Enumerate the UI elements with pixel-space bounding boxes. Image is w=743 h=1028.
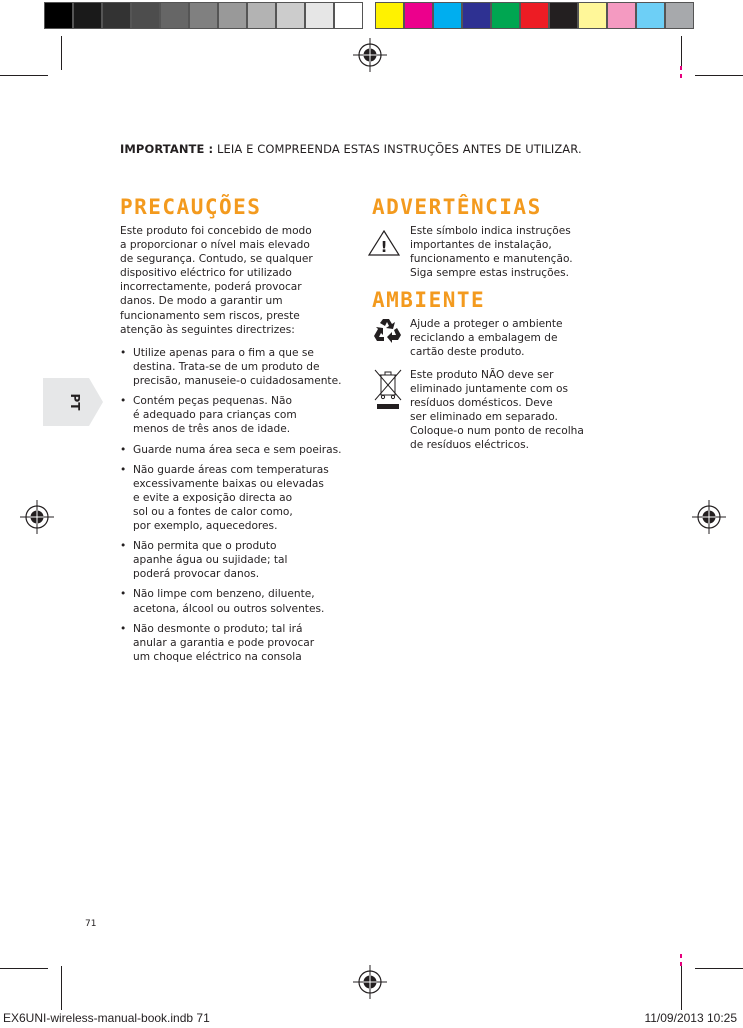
recycle-icon	[372, 316, 404, 346]
list-item-line: Não desmonte o produto; tal irá	[133, 622, 303, 635]
advertencias-heading: ADVERTÊNCIAS	[372, 195, 542, 219]
important-label: IMPORTANTE :	[120, 142, 214, 156]
list-item-line: Não limpe com benzeno, diluente,	[133, 588, 315, 601]
text-line: ser eliminado em separado.	[410, 411, 558, 424]
color-swatch	[665, 2, 694, 29]
list-item	[120, 394, 342, 436]
color-swatch	[520, 2, 549, 29]
color-swatch	[73, 2, 102, 29]
list-item-line: Guarde numa área seca e sem poeiras.	[133, 443, 342, 456]
registration-mark-bottom-icon	[353, 965, 387, 999]
color-swatch	[491, 2, 520, 29]
list-item-line: Utilize apenas para o fim a que se	[133, 347, 314, 359]
text-line: danos. De modo a garantir um	[120, 295, 283, 308]
ambiente-heading: AMBIENTE	[372, 288, 486, 312]
text-line: eliminado juntamente com os	[410, 383, 569, 396]
list-item	[120, 463, 342, 533]
text-line: funcionamento sem riscos, preste	[120, 309, 300, 322]
page-number: 71	[85, 919, 97, 929]
color-swatch	[433, 2, 462, 29]
text-line: Coloque-o num ponto de recolha	[410, 425, 584, 438]
text-line: de segurança. Contudo, se qualquer	[120, 253, 313, 266]
color-swatch	[462, 2, 491, 29]
color-swatch	[189, 2, 218, 29]
bullet: •	[120, 540, 127, 553]
color-swatch	[404, 2, 433, 29]
warning-triangle-icon	[367, 229, 401, 257]
footer-datetime: 11/09/2013 10:25	[644, 1011, 737, 1025]
list-item-line: sol ou a fontes de calor como,	[133, 505, 293, 518]
bullet: •	[120, 395, 127, 408]
text-line: Este produto NÃO deve ser	[410, 369, 554, 381]
list-item-line: Contém peças pequenas. Não	[133, 395, 292, 408]
list-item-line: excessivamente baixas ou elevadas	[133, 477, 324, 490]
registration-mark-right-icon	[692, 500, 726, 534]
color-swatch	[578, 2, 607, 29]
important-notice	[120, 142, 582, 156]
color-swatch	[247, 2, 276, 29]
precaucoes-heading: PRECAUÇÕES	[120, 195, 262, 219]
registration-mark-left-icon	[20, 500, 54, 534]
text-line: Este produto foi concebido de modo	[120, 225, 312, 237]
list-item	[120, 443, 342, 457]
text-line: Siga sempre estas instruções.	[410, 267, 570, 280]
text-line: cartão deste produto.	[410, 346, 525, 359]
text-line: resíduos domésticos. Deve	[410, 397, 553, 410]
list-item	[120, 346, 342, 388]
precaucoes-list	[120, 346, 342, 670]
svg-text:!: !	[380, 238, 388, 256]
text-line: reciclando a embalagem de	[410, 332, 558, 345]
list-item	[120, 587, 342, 615]
bullet: •	[120, 347, 127, 359]
bullet: •	[120, 443, 127, 456]
list-item-line: apanhe água ou sujidade; tal	[133, 554, 288, 567]
language-tab-label: PT	[68, 393, 82, 411]
list-item-line: anular a garantia e pode provocar	[133, 636, 315, 649]
list-item-line: Não guarde áreas com temperaturas	[133, 463, 329, 476]
list-item-line: precisão, manuseie-o cuidadosamente.	[133, 375, 342, 388]
list-item	[120, 622, 342, 664]
color-swatch	[607, 2, 636, 29]
bullet: •	[120, 588, 127, 601]
list-item-line: por exemplo, aquecedores.	[133, 520, 278, 533]
text-line: dispositivo eléctrico for utilizado	[120, 267, 292, 280]
important-text: LEIA E COMPREENDA ESTAS INSTRUÇÕES ANTES DE UTILIZAR.	[213, 142, 582, 156]
registration-mark-top-icon	[353, 38, 387, 72]
text-line: a proporcionar o nível mais elevado	[120, 239, 310, 252]
color-swatch	[549, 2, 578, 29]
color-swatch	[276, 2, 305, 29]
footer-file: EX6UNI-wireless-manual-book.indb 71	[3, 1011, 210, 1025]
color-swatch	[102, 2, 131, 29]
recycle-text	[410, 317, 563, 359]
list-item-line: destina. Trata-se de um produto de	[133, 361, 320, 374]
text-line: incorrectamente, poderá provocar	[120, 281, 302, 294]
bullet: •	[120, 463, 127, 476]
text-line: atenção às seguintes directrizes:	[120, 323, 295, 336]
crossed-bin-icon	[371, 366, 405, 412]
color-swatch	[44, 2, 73, 29]
list-item-line: menos de três anos de idade.	[133, 423, 291, 436]
weee-text	[410, 368, 584, 453]
text-line: importantes de instalação,	[410, 239, 552, 252]
color-swatch	[636, 2, 665, 29]
list-item-line: poderá provocar danos.	[133, 568, 260, 581]
list-item-line: Não permita que o produto	[133, 540, 277, 553]
list-item	[120, 539, 342, 581]
color-swatch	[160, 2, 189, 29]
list-item-line: é adequado para crianças com	[133, 409, 297, 422]
color-swatch	[218, 2, 247, 29]
color-swatch	[375, 2, 404, 29]
list-item-line: um choque eléctrico na consola	[133, 650, 302, 663]
language-tab	[43, 378, 103, 426]
list-item-line: e evite a exposição directa ao	[133, 491, 293, 504]
list-item-line: acetona, álcool ou outros solventes.	[133, 602, 325, 615]
text-line: Ajude a proteger o ambiente	[410, 318, 563, 330]
color-swatch	[131, 2, 160, 29]
advertencias-text	[410, 224, 573, 280]
color-swatch	[305, 2, 334, 29]
text-line: de resíduos eléctricos.	[410, 439, 529, 452]
text-line: funcionamento e manutenção.	[410, 253, 573, 266]
color-swatch	[334, 2, 363, 29]
bullet: •	[120, 622, 127, 635]
text-line: Este símbolo indica instruções	[410, 225, 571, 237]
precaucoes-intro	[120, 224, 313, 337]
